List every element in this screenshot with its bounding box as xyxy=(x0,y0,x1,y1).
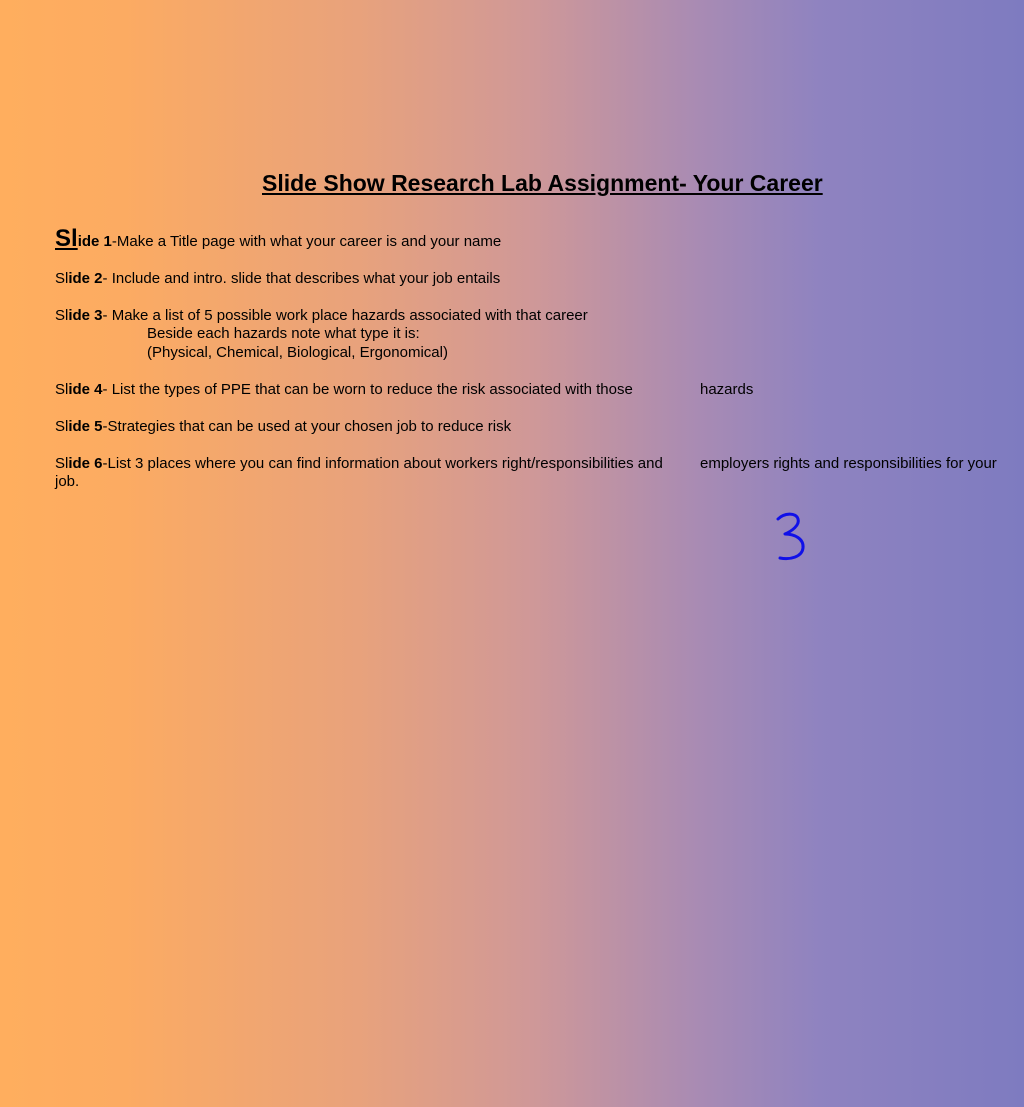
slide-6-continuation: job. xyxy=(55,473,80,490)
slide-5-line xyxy=(55,418,511,436)
page-title: Slide Show Research Lab Assignment- Your Career xyxy=(262,170,823,196)
slide-6-label: ide 6 xyxy=(68,455,103,472)
slide-2-label: ide 2 xyxy=(68,270,103,287)
slide-3-line xyxy=(55,307,588,325)
slide-5-label: ide 5 xyxy=(68,418,103,435)
slide-4-prefix: Sl xyxy=(55,381,69,398)
slide-4-line xyxy=(55,381,633,399)
slide-5-prefix: Sl xyxy=(55,418,69,435)
slide-1-label: ide 1 xyxy=(77,233,112,250)
slide-6-right-text: employers rights and responsibilities for your xyxy=(700,455,997,472)
slide-1-line xyxy=(55,226,501,255)
slide-6-line xyxy=(55,455,663,473)
slide-6-prefix: Sl xyxy=(55,455,69,472)
slide-3-text: - Make a list of 5 possible work place hazards associated with that career xyxy=(102,307,588,324)
slide-4-text: - List the types of PPE that can be worn to reduce the risk associated with those xyxy=(102,381,633,398)
slide-1-text: -Make a Title page with what your career is and your name xyxy=(111,233,502,250)
slide-3-subline-1: Beside each hazards note what type it is: xyxy=(147,325,420,342)
slide-5-text: -Strategies that can be used at your chosen job to reduce risk xyxy=(102,418,512,435)
slide-4-label: ide 4 xyxy=(68,381,103,398)
slide-3-label: ide 3 xyxy=(68,307,103,324)
slide-2-prefix: Sl xyxy=(55,270,69,287)
slide-3-prefix: Sl xyxy=(55,307,69,324)
slide-1-prefix: Sl xyxy=(55,225,78,252)
slide-2-text: - Include and intro. slide that describes what your job entails xyxy=(102,270,501,287)
slide-6-text: -List 3 places where you can find information about workers right/responsibilities and xyxy=(102,455,663,472)
slide-2-line xyxy=(55,270,500,288)
handwritten-3-mark xyxy=(770,510,810,566)
slide-4-right-text: hazards xyxy=(700,381,754,398)
slide-3-subline-2: (Physical, Chemical, Biological, Ergonomical) xyxy=(147,344,448,361)
